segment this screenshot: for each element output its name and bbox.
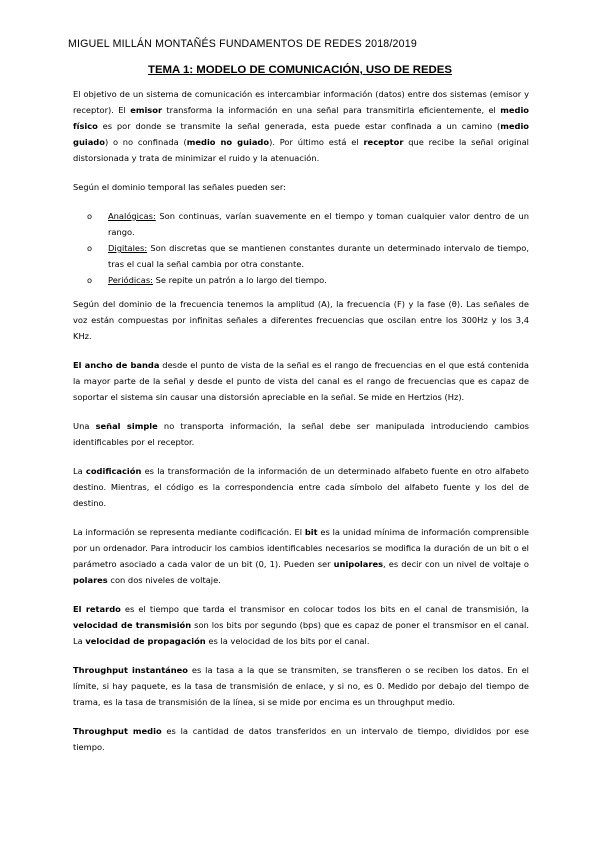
signal-types-list — [73, 208, 529, 288]
paragraph-simple-signal: Una señal simple no transporta información, la señal debe ser manipulada introduciendo cambios identificables por el receptor. — [73, 421, 529, 447]
paragraph-frequency-domain: Según del dominio de la frecuencia tenemos la amplitud (A), la frecuencia (F) y la fase (θ). Las señales de voz están compuestas por infinitas señales a diferentes frecuencias que oscilan entre los 300Hz y los 3,4 KHz. — [73, 299, 529, 341]
paragraph-communication-system: El objetivo de un sistema de comunicación es intercambiar información (datos) entre dos sistemas (emisor y receptor). El emisor transforma la información en una señal para transmitirla eficientemente, el medio físico es por donde se transmite la señal generada, esta puede estar confinada a un camino (medio guiado) o no confinada (medio no guiado). Por último está el receptor que recibe la señal original distorsionada y trata de minimizar el ruido y la atenuación. — [73, 89, 529, 163]
list-item: o Digitales: Son discretas que se mantienen constantes durante un determinado intervalo de tiempo, tras el cual la señal cambia por otra constante. — [73, 240, 529, 272]
paragraph-bandwidth: El ancho de banda desde el punto de vista de la señal es el rango de frecuencias en el que está contenida la mayor parte de la señal y desde el punto de vista del canal es el rango de frecuencias que es capaz de soportar el sistema sin causar una distorsión apreciable en la señal. Se mide en Hertzios (Hz). — [73, 360, 529, 402]
page-header: MIGUEL MILLÁN MONTAÑÉS FUNDAMENTOS DE REDES 2018/2019 — [68, 38, 417, 50]
paragraph-average-throughput: Throughput medio es la cantidad de datos transferidos en un intervalo de tiempo, divididos por ese tiempo. — [73, 726, 529, 752]
list-item: o Analógicas: Son continuas, varían suavemente en el tiempo y toman cualquier valor dentro de un rango. — [73, 208, 529, 240]
document-title: TEMA 1: MODELO DE COMUNICACIÓN, USO DE REDES — [148, 64, 452, 76]
bullet-icon: o — [87, 275, 93, 285]
paragraph-instant-throughput: Throughput instantáneo es la tasa a la que se transmiten, se transfieren o se reciben los datos. En el límite, si hay paquete, es la tasa de transmisión de enlace, y si no, es 0. Medido por debajo del tiempo de trama, es la tasa de transmisión de la línea, si se mide por encima es un throughput medio. — [73, 665, 529, 707]
paragraph-delay: El retardo es el tiempo que tarda el transmisor en colocar todos los bits en el canal de transmisión, la velocidad de transmisión son los bits por segundo (bps) que es capaz de poner el transmisor en el canal. La velocidad de propagación es la velocidad de los bits por el canal. — [73, 604, 529, 646]
paragraph-encoding: La codificación es la transformación de la información de un determinado alfabeto fuente en otro alfabeto destino. Mientras, el código es la correspondencia entre cada símbolo del alfabeto fuente y los del de destino. — [73, 466, 529, 508]
bullet-icon: o — [87, 243, 93, 253]
paragraph-time-domain-intro: Según el dominio temporal las señales pueden ser: — [73, 182, 286, 192]
bullet-icon: o — [87, 211, 93, 221]
document-body — [73, 86, 529, 768]
list-item: o Periódicas: Se repite un patrón a lo largo del tiempo. — [73, 272, 529, 288]
paragraph-bit: La información se representa mediante codificación. El bit es la unidad mínima de información comprensible por un ordenador. Para introducir los cambios identificables necesarios se modifica la duración de un bit o el parámetro asociado a cada valor de un bit (0, 1). Pueden ser unipolares, es decir con un nivel de voltaje o polares con dos niveles de voltaje. — [73, 527, 529, 585]
